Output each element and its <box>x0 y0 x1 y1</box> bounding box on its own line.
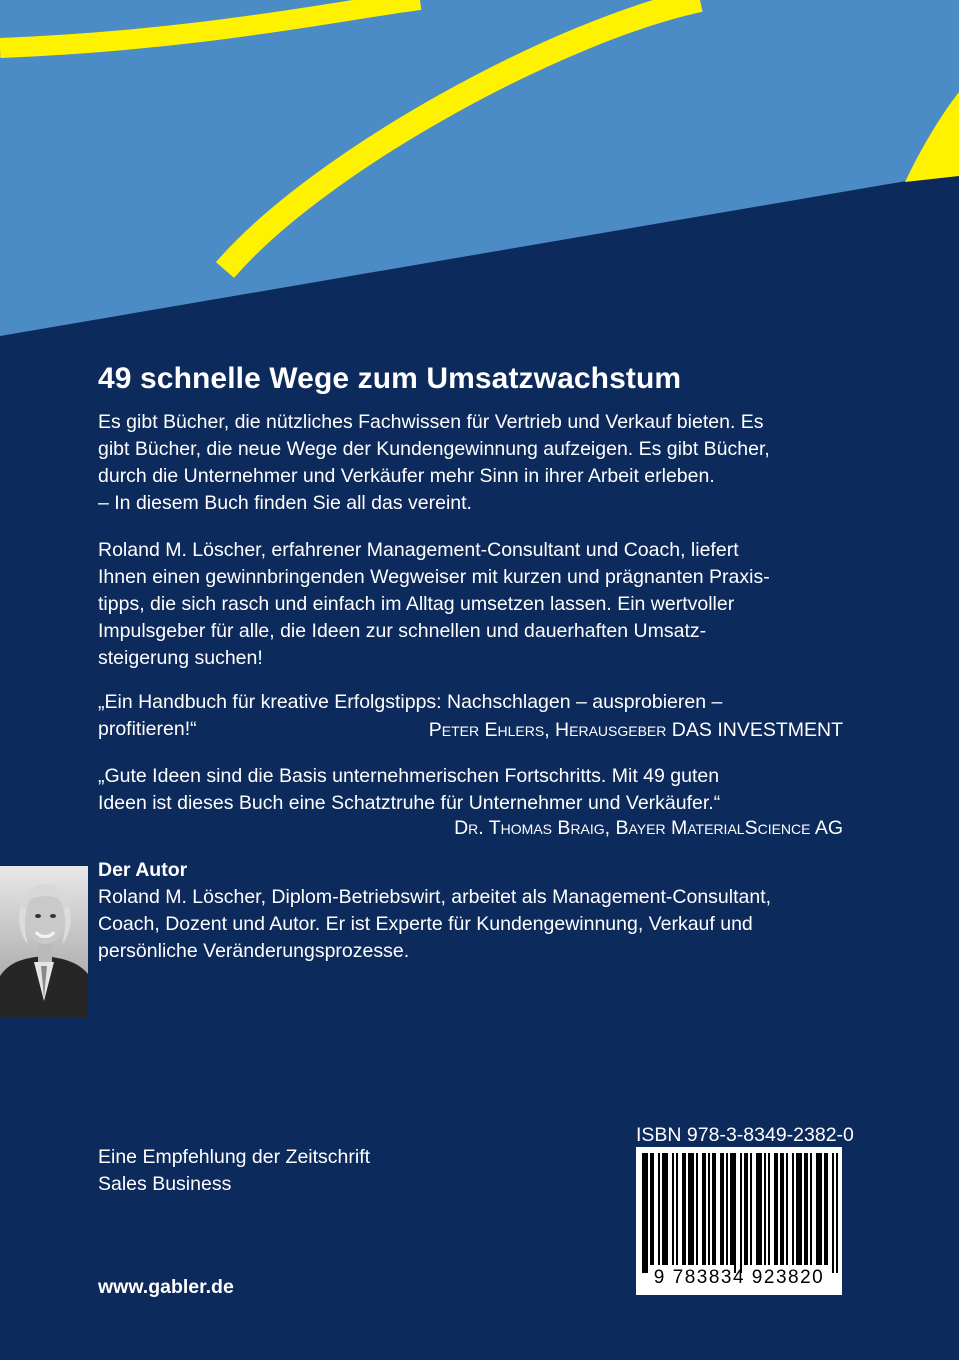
barcode-bar <box>792 1153 794 1265</box>
barcode-bar <box>696 1153 698 1265</box>
barcode-bar <box>652 1153 654 1265</box>
book-title: 49 schnelle Wege zum Umsatzwachstum <box>98 362 682 395</box>
barcode-bar <box>758 1153 760 1265</box>
quote-2-line: „Gute Ideen sind die Basis unternehmerischen Fortschritts. Mit 49 guten <box>98 765 720 787</box>
barcode-bar <box>672 1153 674 1265</box>
barcode-bar <box>796 1153 798 1265</box>
description-line: tipps, die sich rasch und einfach im Alltag umsetzen lassen. Ein wertvoller <box>98 593 735 615</box>
barcode-bar <box>658 1153 660 1265</box>
isbn-label: ISBN 978-3-8349-2382-0 <box>636 1124 854 1146</box>
barcode-bar <box>810 1153 812 1265</box>
barcode-bar <box>664 1153 666 1265</box>
publisher-website[interactable]: www.gabler.de <box>98 1276 234 1298</box>
quote-1-line: profitieren!“ <box>98 718 197 740</box>
barcode-bar <box>682 1153 684 1265</box>
barcode-bar <box>764 1153 766 1265</box>
recommendation-line: Eine Empfehlung der Zeitschrift <box>98 1146 371 1168</box>
barcode-bar <box>826 1153 828 1265</box>
intro-line: gibt Bücher, die neue Wege der Kundengewinnung aufzeigen. Es gibt Bücher, <box>98 438 770 460</box>
barcode-bar <box>704 1153 706 1265</box>
author-line: Roland M. Löscher, Diplom-Betriebswirt, arbeitet als Management-Consultant, <box>98 886 772 908</box>
barcode-bar <box>820 1153 822 1265</box>
barcode-bar <box>806 1153 808 1265</box>
barcode-bar <box>824 1153 826 1265</box>
barcode-bar <box>730 1153 732 1265</box>
quote-1-attribution: Peter Ehlers, Herausgeber DAS INVESTMENT <box>428 719 843 741</box>
barcode-bar <box>818 1153 820 1265</box>
description-line: steigerung suchen! <box>98 647 263 669</box>
barcode-bar <box>708 1153 710 1265</box>
barcode-bar <box>712 1153 714 1265</box>
barcode-bar <box>732 1153 734 1265</box>
barcode-bar <box>744 1153 746 1265</box>
barcode-bar <box>804 1153 806 1265</box>
barcode-bar <box>676 1153 678 1265</box>
barcode-bar <box>782 1153 784 1265</box>
barcode-bar <box>776 1153 778 1265</box>
barcode-bar <box>798 1153 800 1265</box>
author-heading: Der Autor <box>98 859 188 881</box>
quote-2-attribution: Dr. Thomas Braig, Bayer MaterialScience AG <box>454 817 843 839</box>
barcode-bar <box>644 1153 646 1273</box>
intro-line: durch die Unternehmer und Verkäufer mehr Sinn in ihrer Arbeit erleben. <box>98 465 715 487</box>
intro-line: – In diesem Buch finden Sie all das vereint. <box>98 492 472 514</box>
quote-1-line: „Ein Handbuch für kreative Erfolgstipps: Nachschlagen – ausprobieren – <box>98 691 723 713</box>
quote-2-line: Ideen ist dieses Buch eine Schatztruhe für Unternehmer und Verkäufer.“ <box>98 792 721 814</box>
barcode-bar <box>702 1153 704 1265</box>
barcode-bar <box>746 1153 748 1265</box>
barcode-bar <box>662 1153 664 1265</box>
author-portrait-icon <box>0 866 88 1018</box>
barcode-bar <box>760 1153 762 1265</box>
barcode-bar <box>800 1153 802 1265</box>
barcode-bar <box>740 1153 742 1273</box>
barcode-bar <box>774 1153 776 1265</box>
recommendation-line: Sales Business <box>98 1173 232 1195</box>
description-paragraph <box>98 537 858 672</box>
barcode-bar <box>768 1153 770 1265</box>
barcode-bar <box>646 1153 648 1273</box>
author-line: persönliche Veränderungsprozesse. <box>98 940 410 962</box>
barcode-bar <box>688 1153 690 1265</box>
intro-line: Es gibt Bücher, die nützliches Fachwissen für Vertrieb und Verkauf bieten. Es <box>98 411 764 433</box>
barcode-bar <box>720 1153 722 1265</box>
description-line: Roland M. Löscher, erfahrener Management-Consultant und Coach, liefert <box>98 539 739 561</box>
description-line: Impulsgeber für alle, die Ideen zur schnellen und dauerhaften Umsatz- <box>98 620 707 642</box>
barcode-bar <box>650 1153 652 1265</box>
barcode-bar <box>726 1153 728 1265</box>
barcode-number: 9 783834 923820 <box>653 1267 825 1288</box>
barcode-bar <box>692 1153 694 1265</box>
barcode-bar <box>786 1153 788 1265</box>
barcode-bar <box>642 1153 644 1273</box>
barcode-box <box>636 1147 842 1295</box>
barcode-bar <box>832 1153 834 1273</box>
barcode-bar <box>734 1153 736 1273</box>
description-line: Ihnen einen gewinnbringenden Wegweiser mit kurzen und prägnanten Praxis- <box>98 566 770 588</box>
author-line: Coach, Dozent und Autor. Er ist Experte für Kundengewinnung, Verkauf und <box>98 913 753 935</box>
barcode-bar <box>666 1153 668 1265</box>
barcode-bar <box>836 1153 838 1273</box>
barcode-bar <box>690 1153 692 1265</box>
intro-paragraph <box>98 409 858 517</box>
barcode-bar <box>780 1153 782 1265</box>
barcode-bar <box>756 1153 758 1265</box>
barcode-bar <box>714 1153 716 1265</box>
barcode-bar <box>722 1153 724 1265</box>
quote-2 <box>98 763 858 817</box>
barcode-bar <box>750 1153 752 1265</box>
barcode-bar <box>816 1153 818 1265</box>
author-section <box>98 857 858 965</box>
barcode-bar <box>684 1153 686 1265</box>
